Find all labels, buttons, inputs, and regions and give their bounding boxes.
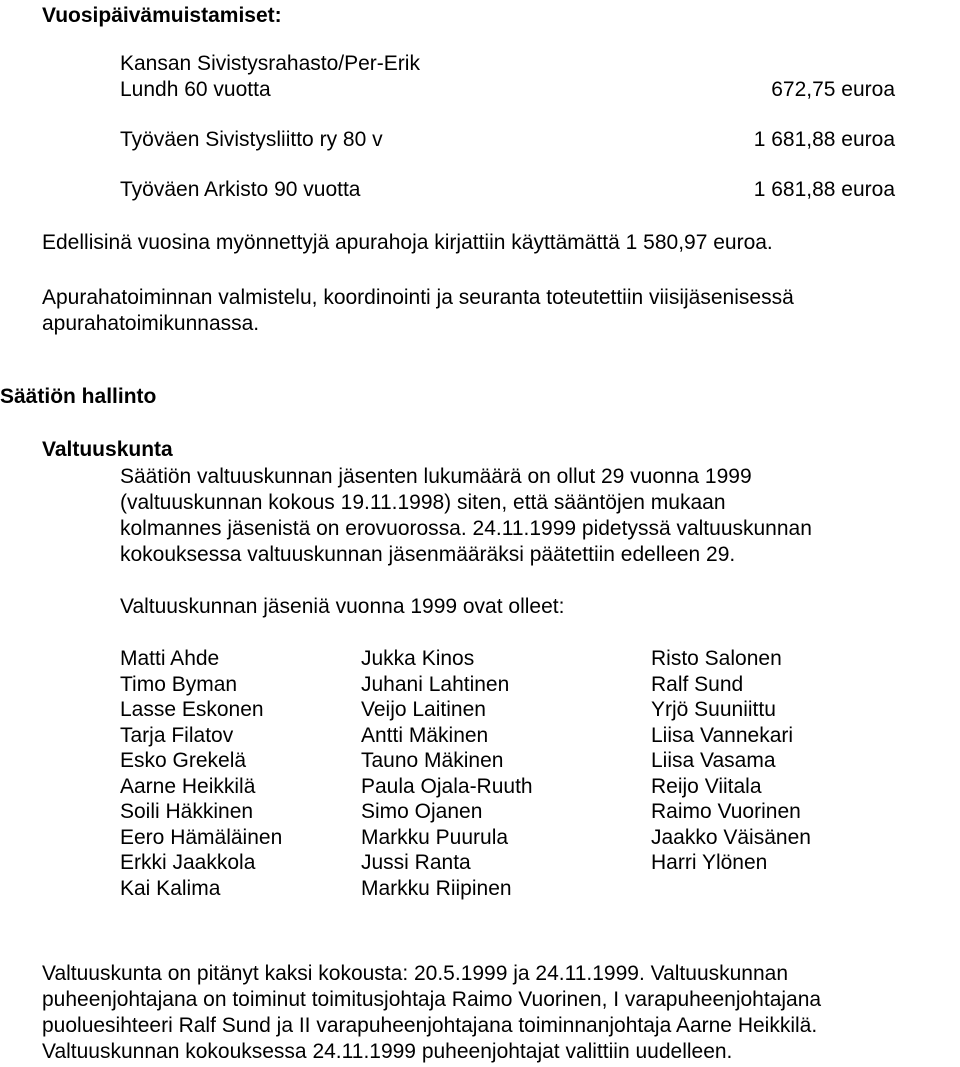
closing-paragraph: Valtuuskunta on pitänyt kaksi kokousta: 20.5.1999 ja 24.11.1999. Valtuuskunnan [42, 962, 789, 985]
member-name: Jussi Ranta [361, 851, 471, 874]
closing-paragraph: Valtuuskunnan kokouksessa 24.11.1999 puheenjohtajat valittiin uudelleen. [42, 1040, 733, 1063]
member-name: Jukka Kinos [361, 647, 475, 670]
grant-preparation-paragraph: apurahatoimikunnassa. [42, 312, 260, 335]
member-name: Ralf Sund [651, 672, 744, 696]
member-name: Harri Ylönen [651, 851, 768, 874]
anniversary-item-amount: 1 681,88 euroa [753, 178, 895, 201]
member-name: Esko Grekelä [120, 749, 247, 772]
member-name: Veijo Laitinen [361, 698, 486, 721]
member-name: Paula Ojala-Ruuth [361, 774, 533, 798]
member-name: Raimo Vuorinen [651, 800, 801, 823]
council-paragraph: kolmannes jäsenistä on erovuorossa. 24.11.1999 pidetyssä valtuuskunnan [120, 517, 812, 540]
anniversary-item-name: Lundh 60 vuotta [120, 78, 271, 101]
members-column-3 [651, 646, 811, 876]
members-column-1 [120, 646, 282, 901]
member-name: Erkki Jaakkola [120, 851, 256, 874]
grant-preparation-paragraph: Apurahatoiminnan valmistelu, koordinointi ja seuranta toteutettiin viisijäsenisessä [42, 286, 794, 309]
closing-paragraph: puheenjohtajana on toiminut toimitusjohtaja Raimo Vuorinen, I varapuheenjohtajana [42, 988, 822, 1011]
governance-heading: Säätiön hallinto [0, 385, 157, 408]
member-name: Eero Hämäläinen [120, 825, 283, 849]
member-name: Matti Ahde [120, 647, 220, 670]
member-name: Juhani Lahtinen [361, 672, 510, 696]
anniversaries-heading: Vuosipäivämuistamiset: [42, 4, 282, 27]
closing-paragraph: puoluesihteeri Ralf Sund ja II varapuheenjohtajana toiminnanjohtaja Aarne Heikkilä. [42, 1014, 818, 1037]
member-name: Liisa Vannekari [651, 723, 794, 747]
member-name: Lasse Eskonen [120, 698, 264, 721]
anniversary-item-amount: 672,75 euroa [771, 78, 895, 101]
member-name: Simo Ojanen [361, 800, 483, 823]
member-name: Markku Puurula [361, 825, 509, 849]
member-name: Antti Mäkinen [361, 723, 489, 747]
member-name: Kai Kalima [120, 876, 221, 900]
council-heading: Valtuuskunta [42, 438, 173, 461]
member-name: Tarja Filatov [120, 723, 234, 747]
council-paragraph: (valtuuskunnan kokous 19.11.1998) siten, että sääntöjen mukaan [120, 491, 726, 514]
member-name: Liisa Vasama [651, 749, 776, 772]
member-name: Reijo Viitala [651, 774, 762, 798]
anniversary-item-name: Työväen Sivistysliitto ry 80 v [120, 128, 383, 151]
member-name: Risto Salonen [651, 647, 782, 670]
anniversary-item-name: Kansan Sivistysrahasto/Per-Erik [120, 52, 420, 75]
member-name: Soili Häkkinen [120, 800, 254, 823]
member-name: Timo Byman [120, 672, 238, 696]
members-column-2 [361, 646, 533, 901]
member-name: Yrjö Suuniittu [651, 698, 776, 721]
member-name: Jaakko Väisänen [651, 825, 811, 849]
member-name: Aarne Heikkilä [120, 774, 256, 798]
anniversary-item-name: Työväen Arkisto 90 vuotta [120, 178, 361, 201]
council-paragraph: kokouksessa valtuuskunnan jäsenmääräksi päätettiin edelleen 29. [120, 543, 736, 566]
anniversary-item-amount: 1 681,88 euroa [753, 128, 895, 151]
council-paragraph: Säätiön valtuuskunnan jäsenten lukumäärä on ollut 29 vuonna 1999 [120, 465, 752, 488]
unused-grants-paragraph: Edellisinä vuosina myönnettyjä apurahoja kirjattiin käyttämättä 1 580,97 euroa. [42, 231, 773, 254]
member-name: Markku Riipinen [361, 876, 512, 900]
member-name: Tauno Mäkinen [361, 749, 504, 772]
members-intro: Valtuuskunnan jäseniä vuonna 1999 ovat olleet: [120, 595, 565, 618]
